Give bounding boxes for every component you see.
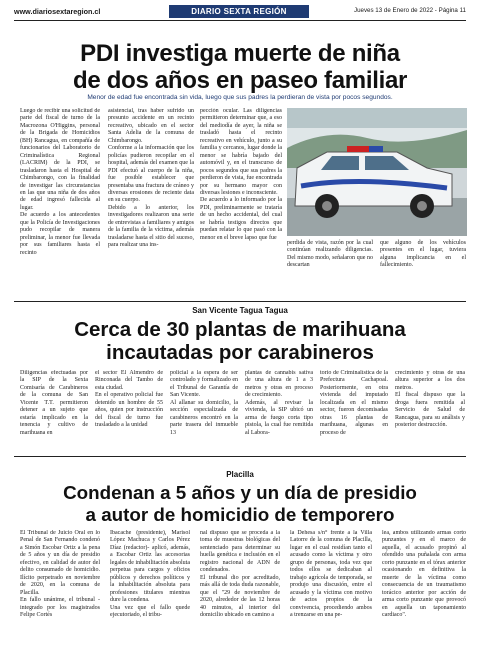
article2-headline-line2: incautadas por carabineros <box>106 341 374 364</box>
article2-col3: policial a la espera de ser controlado y formalizado en el Tribunal de Garantía de San Vicente. Al allanar su domicilio, la sección especializada de carabineros encontró en la parte trasera del inmueble 13 <box>170 370 238 436</box>
site-url[interactable]: www.diariosextaregion.cl <box>14 7 101 16</box>
article3-headline <box>14 482 466 526</box>
article3-col3: nal dispuso que se proceda a la toma de muestras biológicas del sentenciado para determinar su huella genética e inclusión en el registro nacional de ADN de condenados. El tribunal dio por acreditado, más allá de toda duda razonable, que el "29 de noviembre de 2020, alrededor de las 12 horas 40 minutos, al interior del domicilio ubicado en camino a <box>200 530 280 618</box>
article2-headline <box>14 318 466 364</box>
article1-caption-left: perdida de vista, razón por la cual continúan realizando diligencias. Del mismo modo, señalaron que no descartan <box>287 240 373 269</box>
article1-subtitle: Menor de edad fue encontrada sin vida, luego que sus padres la perdieran de vista por pocos segundos. <box>87 94 393 101</box>
article3-col5: lea, ambos utilizando armas corto punzantes y en el marco de aquella, el acusado propinó al ofendido una puñalada con arma corto punzante en el tórax anterior ocasionando en definitiva la muerte de la víctima como consecuencia de un traumatismo torácico anterior por acción de arma corto punzante que provocó en aquella un taponamiento cardiaco". <box>382 530 466 618</box>
police-vehicle-photo <box>287 108 467 236</box>
article2-col1: Diligencias efectuadas por la SIP de la Sexta Comisaría de Carabineros de la comuna de San Vicente T.T. permitieron detener a un sujeto que estaría implicado en la tenencia y cultivo de marihuana en <box>20 370 88 436</box>
photo-illustration <box>287 108 467 236</box>
article3-kicker: Placilla <box>226 470 254 479</box>
article1-headline <box>14 40 466 94</box>
article1-col1: Luego de recibir una solicitud de parte del fiscal de turno de la Macrozona O'Higgins, personal de la Brigada de Homicidios (BH) Rancagua, en compañía de funcionarios del Laboratorio de Criminalística Regional (LACRIM) de la PDI, se trasladaron hasta el Hospital de Chimbarongo, con la finalidad de investigar las circunstancias en las que una niña de dos años de edad ingresó fallecida al lugar. De acuerdo a los antecedentes que la Policía de Investigaciones pudo recopilar de manera preliminar, la menor fue llevada por sus familiares hasta el recinto <box>20 108 100 256</box>
issue-date: Jueves 13 de Enero de 2022 - Página 11 <box>353 7 466 14</box>
article1-col2: asistencial, tras haber sufrido un presunto accidente en un recinto recreativo, ubicado en el sector Santa Adelia de la comuna de Chimbarongo. Conforme a la información que los policías pudieron recopilar en el hospital, además del examen que la PDI efectuó al cuerpo de la niña, fue posible establecer que presentaba una fractura de cráneo y diversas erosiones de reciente data en su cuerpo. Debido a lo anterior, los investigadores realizaron una serie de entrevistas a familiares y amigos de la familia de la víctima, además trasladarse hasta el sitio del suceso, para realizar una ins- <box>108 108 194 249</box>
article1-col3: pección ocular. Las diligencias permitieron determinar que, a eso del mediodía de ayer, la niña se trasladó hasta el recinto recreativo en vehículo, junto a su familia y cercanos, lugar donde la menor se habría bajado del automóvil y, en el transcurso de pocos segundos que sus padres la perdieron de vista, fue encontrada por su hermano mayor con diversas lesiones e inconsciente. De acuerdo a lo informado por la PDI, preliminarmente se trataría de un hecho accidental, del cual se habría testigos directos que puedan relatar lo que pasó con la menor en el breve lapso que fue <box>200 108 282 241</box>
section-rule-2 <box>14 456 466 457</box>
section-rule-1 <box>14 301 466 302</box>
article3-col2: Ibacache (presidente), Marisol López Machuca y Carlos Pérez Díaz (redactor)- aplicó, además, a Escobar Ortiz las accesorias legales de inhabilitación absoluta perpetua para cargos y oficios públicos y derechos políticos y la inhabilitación absoluta para profesiones titulares mientras dure la condena. Una vez que el fallo quede ejecutoriado, el tribu- <box>110 530 190 618</box>
article2-headline-line1: Cerca de 30 plantas de marihuana <box>74 318 406 341</box>
article2-col5: torio de Criminalística de la Prefectura Cachapoal. Posteriormente, en otra vivienda del imputado localizada en el mismo sector, fueron decomisadas otras 16 plantas de marihuana, algunas en proceso de <box>320 370 388 436</box>
page-header <box>14 5 466 19</box>
article2-col4: plantas de cannabis sativa de una altura de 1 a 3 metros y otras en proceso de crecimiento. Además, al revisar la vivienda, la SIP ubicó un arma de fuego corta tipo pistola, la cual fue remitida al Labora- <box>245 370 313 436</box>
article1-headline-line2: de dos años en paseo familiar <box>72 67 408 94</box>
article2-col6: crecimiento y otras de una altura superior a los dos metros. El fiscal dispuso que la droga fuera remitida al Servicio de Salud de Rancagua, para su análisis y posterior destrucción. <box>395 370 465 429</box>
masthead-band: DIARIO SEXTA REGIÓN <box>169 5 309 18</box>
article3-col1: El Tribunal de Juicio Oral en lo Penal de San Fernando condenó a Simón Escobar Ortiz a la pena de 5 años y un día de presidio efectivo, en calidad de autor del delito consumado de homicidio. Ilícito perpetrado en noviembre de 2020, en la comuna de Placilla. En fallo unánime, el tribunal -integrado por los magistrados Felipe Cortés <box>20 530 100 618</box>
article1-headline-line1: PDI investiga muerte de niña <box>80 40 400 67</box>
article3-headline-line1: Condenan a 5 años y un día de presidio <box>63 482 417 503</box>
article2-kicker: San Vicente Tagua Tagua <box>192 306 288 315</box>
article3-col4: la Dehesa s/n° frente a la Villa Latorre de la comuna de Placilla, lugar en el cual residían tanto el acusado como la víctima y otro grupo de personas, toda vez que todos ellos se dedicaban al trabajo agrícola de temporada, se produjo una discusión, entre el acusado y la víctima con motivo de actos propios de la convivencia, procediendo ambos a trenzarse en una pe- <box>290 530 372 618</box>
article2-col2: el sector El Almendro de Rinconada del Tambo de esta ciudad. En el operativo policial fue detenido un hombre de 55 años, quien por instrucción del fiscal de turno fue trasladado a la unidad <box>95 370 163 429</box>
header-rule <box>14 20 466 21</box>
article3-headline-line2: a autor de homicidio de temporero <box>85 504 395 525</box>
article1-caption-right: que alguno de los vehículos presentes en el lugar, tuviera alguna implicancia en el fallecimiento. <box>380 240 466 269</box>
